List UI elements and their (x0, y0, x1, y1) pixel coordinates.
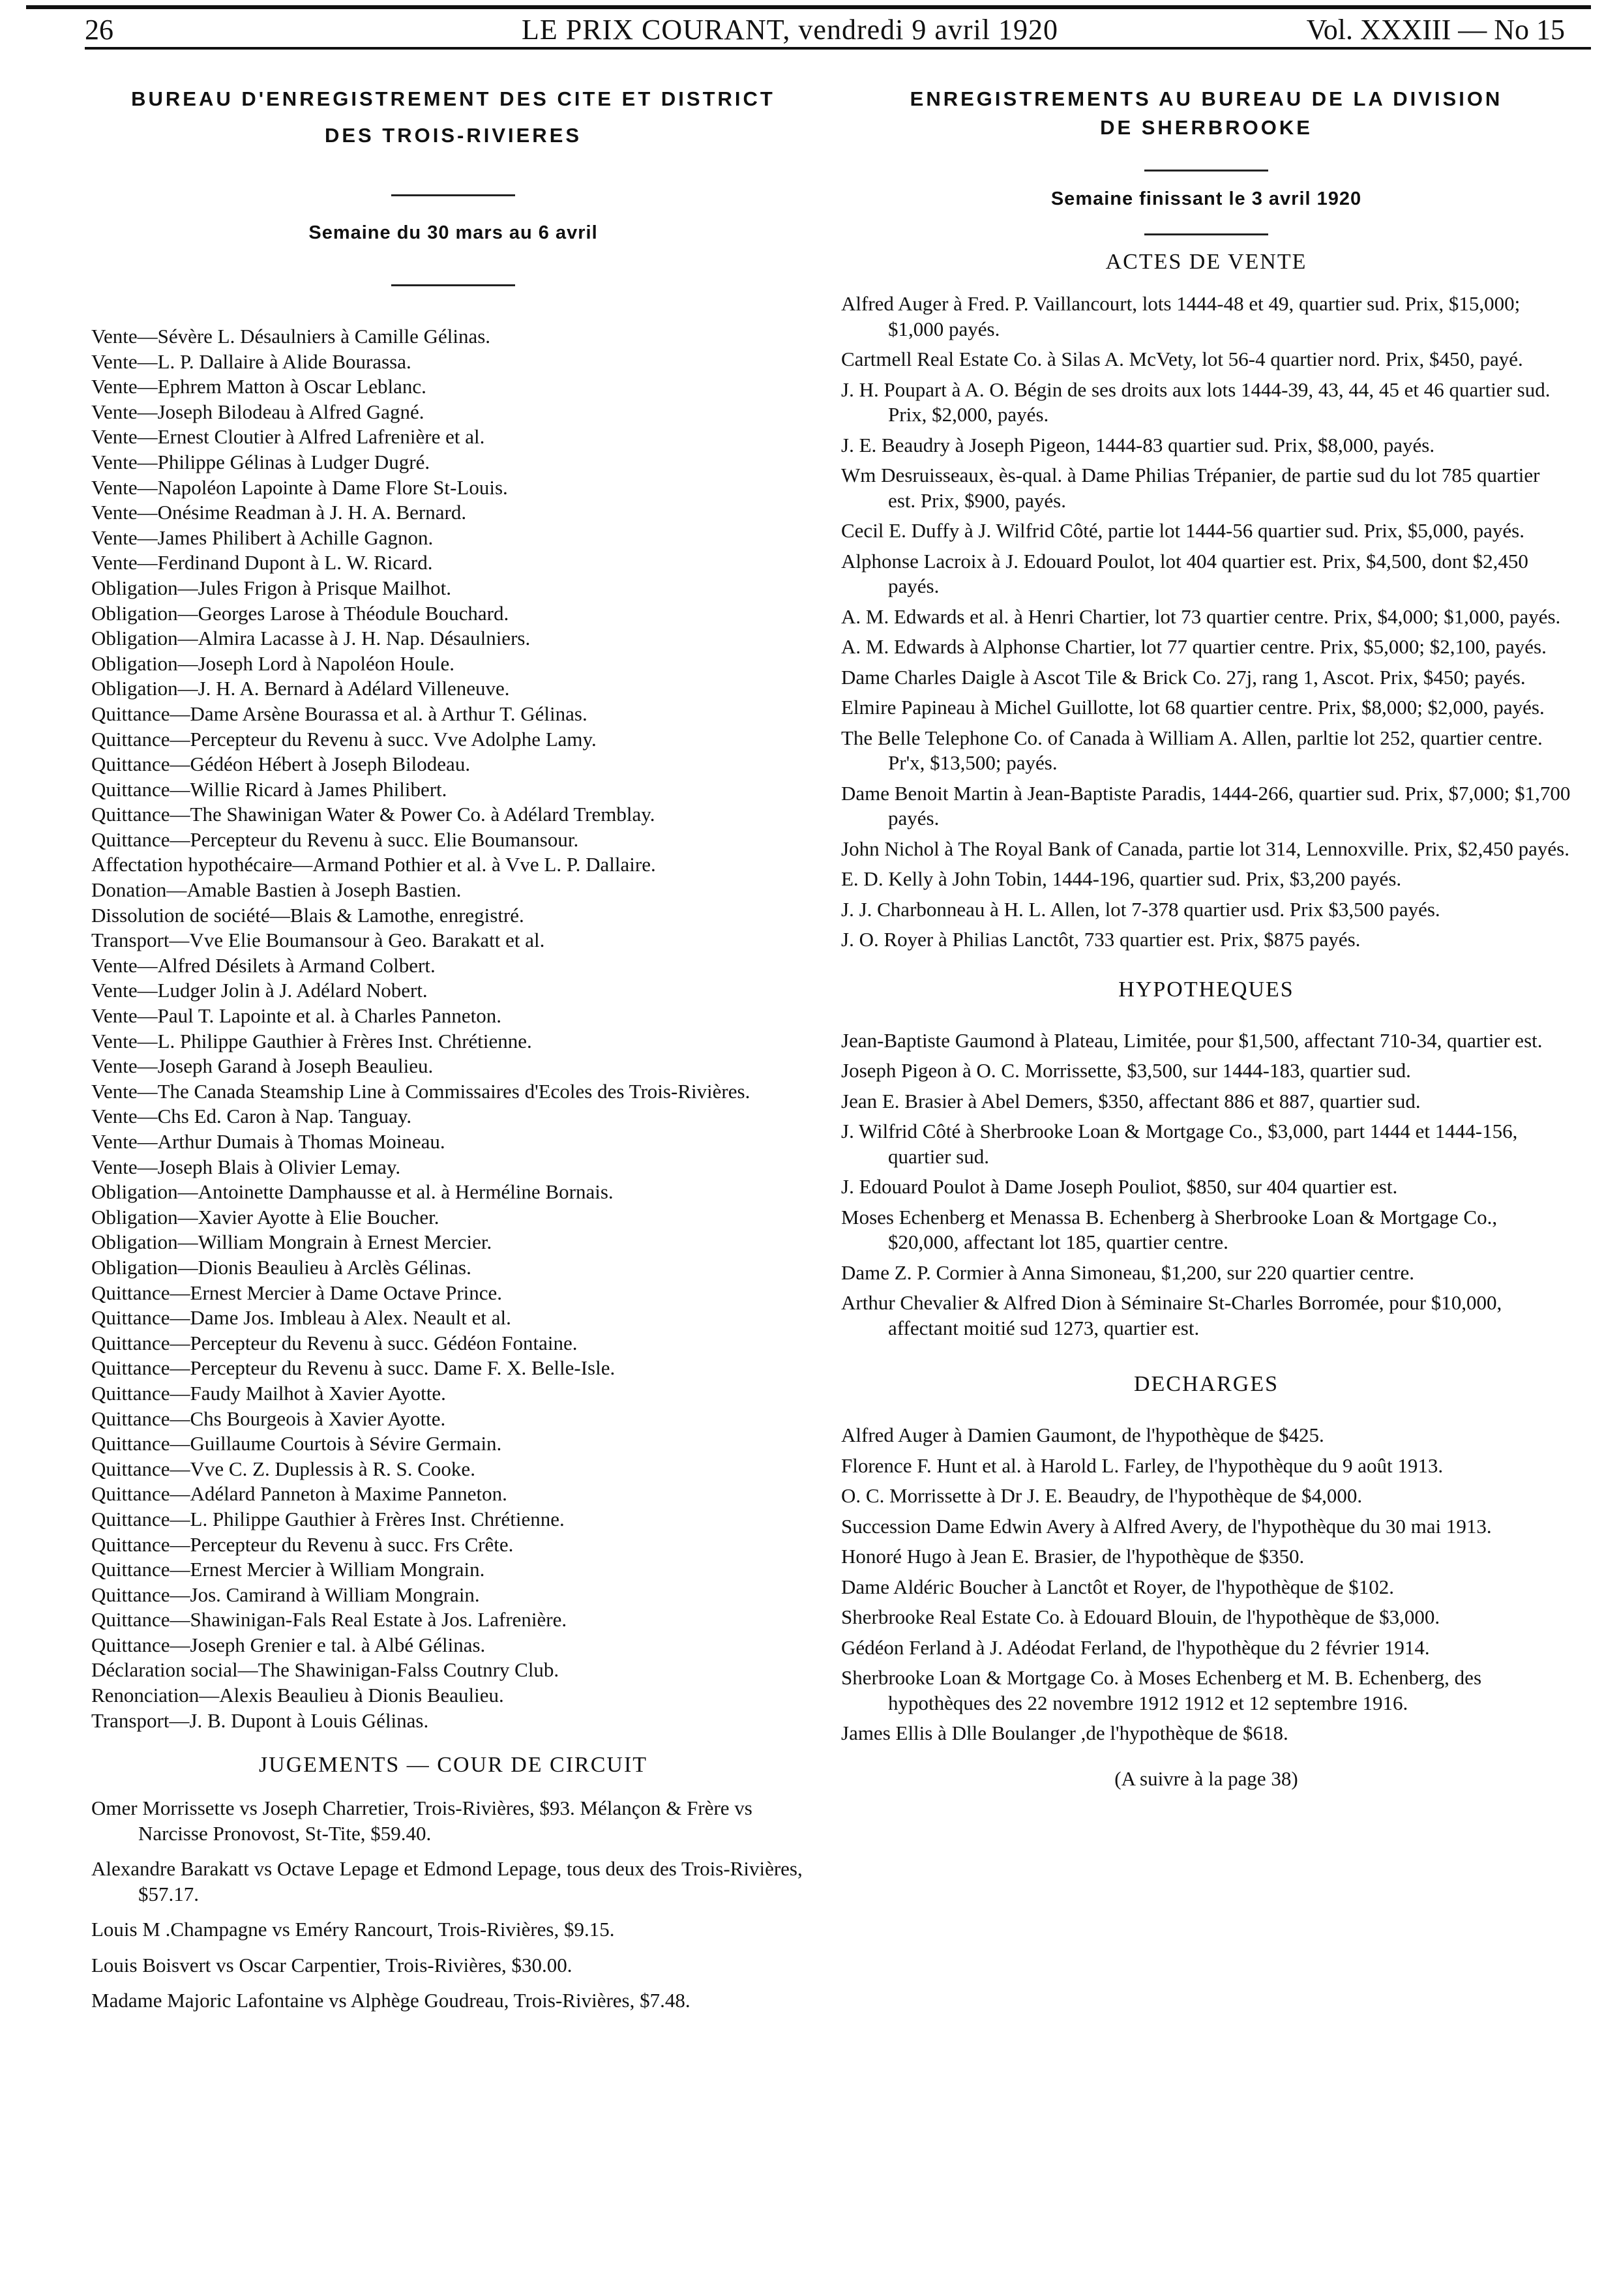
list-item: Quittance—Chs Bourgeois à Xavier Ayotte. (91, 1407, 446, 1430)
left-column (91, 78, 815, 2024)
list-item: Arthur Chevalier & Alfred Dion à Séminaire St-Charles Borromée, pour $10,000, affectant moitié sud 1273, quartier est. (841, 1291, 1502, 1339)
list-item: Omer Morrissette vs Joseph Charretier, Trois-Rivières, $93. Mélançon & Frère vs Narcisse Pronovost, St-Tite, $59.40. (91, 1797, 752, 1845)
list-item: Quittance—Adélard Panneton à Maxime Panneton. (91, 1482, 507, 1506)
list-item: Vente—Joseph Blais à Olivier Lemay. (91, 1155, 401, 1178)
hypotheques-title: HYPOTHEQUES (1118, 977, 1294, 1002)
list-item: John Nichol à The Royal Bank of Canada, partie lot 314, Lennoxville. Prix, $2,450 payés. (841, 837, 1569, 860)
list-item: Quittance—Faudy Mailhot à Xavier Ayotte. (91, 1381, 446, 1405)
list-item: Florence F. Hunt et al. à Harold L. Farley, de l'hypothèque du 9 août 1913. (841, 1454, 1444, 1477)
list-item: Jean E. Brasier à Abel Demers, $350, affectant 886 et 887, quartier sud. (841, 1089, 1421, 1112)
list-item: Obligation—Georges Larose à Théodule Bouchard. (91, 601, 509, 625)
list-item: Succession Dame Edwin Avery à Alfred Avery, de l'hypothèque du 30 mai 1913. (841, 1514, 1492, 1538)
list-item: Vente—James Philibert à Achille Gagnon. (91, 526, 434, 549)
list-item: Louis M .Champagne vs Eméry Rancourt, Trois-Rivières, $9.15. (91, 1918, 615, 1941)
list-item: Vente—Arthur Dumais à Thomas Moineau. (91, 1130, 445, 1153)
left-week: Semaine du 30 mars au 6 avril (308, 222, 598, 243)
list-item: Dame Benoit Martin à Jean-Baptiste Paradis, 1444-266, quartier sud. Prix, $7,000; $1,700 payés. (841, 781, 1571, 829)
list-item: Quittance—Percepteur du Revenu à succ. Vve Adolphe Lamy. (91, 727, 597, 751)
list-item: Quittance—Jos. Camirand à William Mongrain. (91, 1583, 480, 1606)
list-item: Déclaration social—The Shawinigan-Falss Coutnry Club. (91, 1658, 559, 1682)
list-item: Obligation—Xavier Ayotte à Elie Boucher. (91, 1205, 439, 1229)
actes-list (841, 291, 1571, 953)
decharges-title: DECHARGES (1133, 1372, 1279, 1396)
list-item: Vente—Onésime Readman à J. H. A. Bernard. (91, 501, 467, 524)
list-item: Obligation—Almira Lacasse à J. H. Nap. Désaulniers. (91, 627, 531, 650)
list-item: Quittance—L. Philippe Gauthier à Frères Inst. Chrétienne. (91, 1507, 565, 1530)
list-item: Vente—Joseph Garand à Joseph Beaulieu. (91, 1054, 434, 1078)
hypotheques-list (841, 1028, 1571, 1341)
list-item: Vente—Ephrem Matton à Oscar Leblanc. (91, 375, 426, 398)
list-item: Gédéon Ferland à J. Adéodat Ferland, de l'hypothèque du 2 février 1914. (841, 1635, 1430, 1659)
list-item: Alexandre Barakatt vs Octave Lepage et Edmond Lepage, tous deux des Trois-Rivières, $57.17. (91, 1857, 803, 1905)
list-item: J. J. Charbonneau à H. L. Allen, lot 7-378 quartier usd. Prix $3,500 payés. (841, 897, 1440, 921)
list-item: Quittance—Dame Arsène Bourassa et al. à Arthur T. Gélinas. (91, 702, 587, 725)
list-item: Quittance—Gédéon Hébert à Joseph Bilodeau. (91, 753, 471, 776)
list-item: Elmire Papineau à Michel Guillotte, lot 68 quartier centre. Prix, $8,000; $2,000, payés. (841, 696, 1545, 719)
list-item: Transport—J. B. Dupont à Louis Gélinas. (91, 1708, 429, 1732)
list-item: Vente—Joseph Bilodeau à Alfred Gagné. (91, 400, 424, 423)
list-item: Obligation—Joseph Lord à Napoléon Houle. (91, 651, 455, 675)
top-rule (26, 5, 1591, 9)
right-column (841, 78, 1571, 1791)
page-number: 26 (85, 14, 113, 46)
decharges-list (841, 1423, 1571, 1746)
list-item: Vente—Ernest Cloutier à Alfred Lafrenière et al. (91, 425, 485, 449)
list-item: Vente—L. Philippe Gauthier à Frères Inst. Chrétienne. (91, 1029, 532, 1052)
list-item: Joseph Pigeon à O. C. Morrissette, $3,500, sur 1444-183, quartier sud. (841, 1059, 1411, 1082)
list-item: Vente—Ferdinand Dupont à L. W. Ricard. (91, 551, 433, 574)
list-item: J. E. Beaudry à Joseph Pigeon, 1444-83 quartier sud. Prix, $8,000, payés. (841, 433, 1435, 456)
list-item: O. C. Morrissette à Dr J. E. Beaudry, de l'hypothèque de $4,000. (841, 1484, 1363, 1507)
newspaper-title: LE PRIX COURANT, vendredi 9 avril 1920 (522, 14, 1058, 46)
registration-list (91, 324, 815, 1733)
list-item: Obligation—Jules Frigon à Prisque Mailhot. (91, 576, 451, 599)
list-item: Jean-Baptiste Gaumond à Plateau, Limitée, pour $1,500, affectant 710-34, quartier est. (841, 1028, 1543, 1052)
right-heading-line2: DE SHERBROOKE (1100, 116, 1313, 139)
list-item: Obligation—Antoinette Damphausse et al. à Herméline Bornais. (91, 1180, 614, 1204)
list-item: Cartmell Real Estate Co. à Silas A. McVety, lot 56-4 quartier nord. Prix, $450, payé. (841, 348, 1523, 370)
list-item: Madame Majoric Lafontaine vs Alphège Goudreau, Trois-Rivières, $7.48. (91, 1989, 691, 2012)
jugements-title: JUGEMENTS — COUR DE CIRCUIT (258, 1753, 648, 1778)
actes-title: ACTES DE VENTE (1105, 250, 1307, 274)
list-item: A. M. Edwards et al. à Henri Chartier, lot 73 quartier centre. Prix, $4,000; $1,000, payés. (841, 604, 1561, 628)
right-heading-line1: ENREGISTREMENTS AU BUREAU DE LA DIVISION (910, 87, 1503, 110)
list-item: Vente—Chs Ed. Caron à Nap. Tanguay. (91, 1105, 412, 1128)
list-item: Quittance—Percepteur du Revenu à succ. Dame F. X. Belle-Isle. (91, 1356, 616, 1380)
list-item: Vente—Sévère L. Désaulniers à Camille Gélinas. (91, 325, 491, 348)
list-item: Affectation hypothécaire—Armand Pothier et al. à Vve L. P. Dallaire. (91, 853, 656, 876)
left-heading-line2: DES TROIS-RIVIERES (324, 124, 582, 147)
list-item: Obligation—William Mongrain à Ernest Mercier. (91, 1230, 492, 1254)
jugements-list (91, 1796, 815, 2014)
left-heading-line1: BUREAU D'ENREGISTREMENT DES CITE ET DISTRICT (131, 87, 775, 110)
continued-note: (A suivre à la page 38) (1114, 1767, 1298, 1790)
list-item: Dissolution de société—Blais & Lamothe, enregistré. (91, 903, 524, 927)
list-item: J. Wilfrid Côté à Sherbrooke Loan & Mortgage Co., $3,000, part 1444 et 1444-156, quartier sud. (841, 1120, 1518, 1168)
header-rule (85, 47, 1591, 50)
list-item: Quittance—Shawinigan-Fals Real Estate à Jos. Lafrenière. (91, 1608, 567, 1632)
list-item: Quittance—Vve C. Z. Duplessis à R. S. Cooke. (91, 1457, 475, 1480)
list-item: Renonciation—Alexis Beaulieu à Dionis Beaulieu. (91, 1684, 504, 1707)
list-item: Dame Aldéric Boucher à Lanctôt et Royer, de l'hypothèque de $102. (841, 1575, 1394, 1598)
list-item: Dame Z. P. Cormier à Anna Simoneau, $1,200, sur 220 quartier centre. (841, 1260, 1414, 1284)
list-item: Quittance—Willie Ricard à James Philibert. (91, 777, 447, 801)
list-item: Quittance—Dame Jos. Imbleau à Alex. Neault et al. (91, 1306, 511, 1330)
list-item: Moses Echenberg et Menassa B. Echenberg à Sherbrooke Loan & Mortgage Co., $20,000, affectant lot 185, quartier centre. (841, 1205, 1498, 1253)
list-item: Transport—Vve Elie Boumansour à Geo. Barakatt et al. (91, 929, 545, 952)
list-item: Quittance—Percepteur du Revenu à succ. Gédéon Fontaine. (91, 1331, 578, 1354)
list-item: Alfred Auger à Fred. P. Vaillancourt, lots 1444-48 et 49, quartier sud. Prix, $15,000; $1,000 payés. (841, 292, 1521, 340)
list-item: Quittance—The Shawinigan Water & Power Co. à Adélard Tremblay. (91, 803, 655, 826)
list-item: J. H. Poupart à A. O. Bégin de ses droits aux lots 1444-39, 43, 44, 45 et 46 quartier sud. Prix, $2,000, payés. (841, 378, 1551, 426)
list-item: Alphonse Lacroix à J. Edouard Poulot, lot 404 quartier est. Prix, $4,500, dont $2,450 payés. (841, 549, 1528, 597)
list-item: Quittance—Ernest Mercier à William Mongrain. (91, 1558, 485, 1581)
list-item: Obligation—Dionis Beaulieu à Arclès Gélinas. (91, 1255, 471, 1279)
list-item: The Belle Telephone Co. of Canada à William A. Allen, parltie lot 252, quartier centre. Pr'x, $13,500; payés. (841, 726, 1543, 774)
list-item: Louis Boisvert vs Oscar Carpentier, Trois-Rivières, $30.00. (91, 1953, 572, 1976)
list-item: Honoré Hugo à Jean E. Brasier, de l'hypothèque de $350. (841, 1545, 1305, 1568)
list-item: E. D. Kelly à John Tobin, 1444-196, quartier sud. Prix, $3,200 payés. (841, 867, 1402, 890)
list-item: Vente—Philippe Gélinas à Ludger Dugré. (91, 450, 430, 473)
list-item: James Ellis à Dlle Boulanger ,de l'hypothèque de $618. (841, 1722, 1288, 1744)
list-item: Quittance—Ernest Mercier à Dame Octave Prince. (91, 1281, 503, 1304)
list-item: Quittance—Percepteur du Revenu à succ. Frs Crête. (91, 1532, 514, 1556)
page-header (26, 5, 1591, 51)
list-item: Quittance—Guillaume Courtois à Sévire Germain. (91, 1432, 502, 1455)
list-item: Vente—Ludger Jolin à J. Adélard Nobert. (91, 979, 428, 1002)
list-item: J. Edouard Poulot à Dame Joseph Pouliot, $850, sur 404 quartier est. (841, 1175, 1398, 1198)
list-item: Dame Charles Daigle à Ascot Tile & Brick Co. 27j, rang 1, Ascot. Prix, $450; payés. (841, 665, 1526, 689)
list-item: Quittance—Joseph Grenier e tal. à Albé Gélinas. (91, 1633, 486, 1656)
list-item: Vente—Paul T. Lapointe et al. à Charles Panneton. (91, 1004, 502, 1028)
list-item: Quittance—Percepteur du Revenu à succ. Elie Boumansour. (91, 827, 579, 851)
list-item: Wm Desruisseaux, ès-qual. à Dame Philias Trépanier, de partie sud du lot 785 quartier est. Prix, $900, payés. (841, 464, 1540, 512)
list-item: Vente—Alfred Désilets à Armand Colbert. (91, 953, 436, 977)
volume-number: Vol. XXXIII — No 15 (1306, 14, 1565, 46)
list-item: Alfred Auger à Damien Gaumont, de l'hypothèque de $425. (841, 1424, 1324, 1446)
list-item: Vente—L. P. Dallaire à Alide Bourassa. (91, 350, 411, 373)
list-item: Obligation—J. H. A. Bernard à Adélard Villeneuve. (91, 677, 510, 700)
list-item: Donation—Amable Bastien à Joseph Bastien. (91, 878, 462, 902)
list-item: Vente—The Canada Steamship Line à Commissaires d'Ecoles des Trois-Rivières. (91, 1079, 750, 1103)
list-item: Sherbrooke Real Estate Co. à Edouard Blouin, de l'hypothèque de $3,000. (841, 1605, 1440, 1628)
right-week: Semaine finissant le 3 avril 1920 (1050, 188, 1362, 209)
list-item: Cecil E. Duffy à J. Wilfrid Côté, partie lot 1444-56 quartier sud. Prix, $5,000, payés. (841, 519, 1524, 542)
list-item: A. M. Edwards à Alphonse Chartier, lot 77 quartier centre. Prix, $5,000; $2,100, payés. (841, 635, 1547, 658)
list-item: J. O. Royer à Philias Lanctôt, 733 quartier est. Prix, $875 payés. (841, 928, 1361, 951)
list-item: Vente—Napoléon Lapointe à Dame Flore St-Louis. (91, 475, 508, 499)
list-item: Sherbrooke Loan & Mortgage Co. à Moses Echenberg et M. B. Echenberg, des hypothèques des 22 novembre 1912 1912 et 12 septembre 1916. (841, 1666, 1482, 1714)
